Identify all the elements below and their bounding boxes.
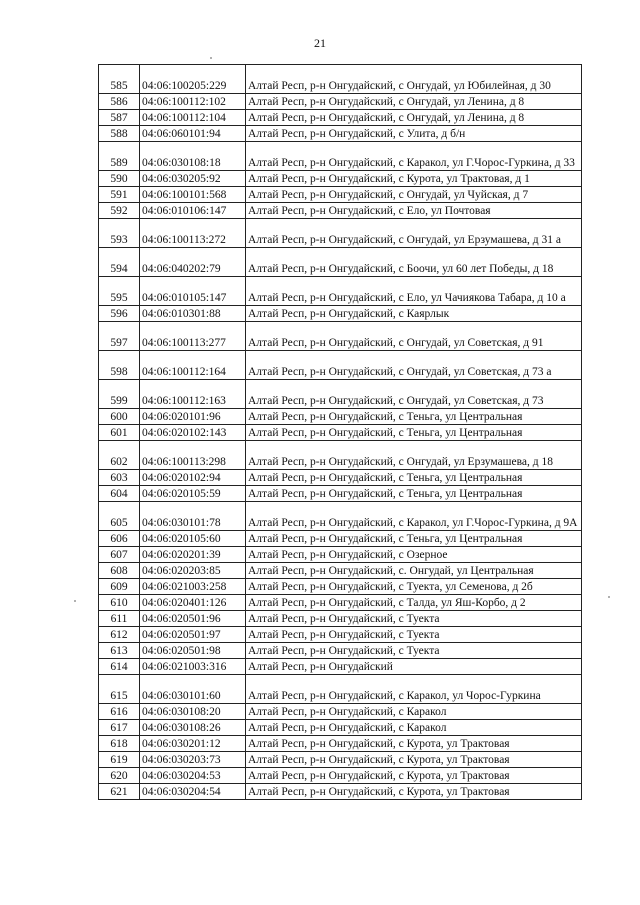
row-number: 588	[99, 126, 140, 142]
address: Алтай Респ, р-н Онгудайский, с Онгудай, ул Советская, д 73 а	[246, 351, 582, 380]
table-row	[99, 470, 582, 486]
row-number: 616	[99, 704, 140, 720]
table-row	[99, 675, 582, 704]
address: Алтай Респ, р-н Онгудайский, с Онгудай, ул Чуйская, д 7	[246, 187, 582, 203]
row-number: 587	[99, 110, 140, 126]
cadastral-number: 04:06:010106:147	[140, 203, 246, 219]
address: Алтай Респ, р-н Онгудайский, с Теньга, ул Центральная	[246, 425, 582, 441]
row-number: 599	[99, 380, 140, 409]
row-number: 604	[99, 486, 140, 502]
cadastral-table	[98, 64, 582, 800]
table-row	[99, 784, 582, 800]
cadastral-number: 04:06:100113:272	[140, 219, 246, 248]
table-row	[99, 643, 582, 659]
table-row	[99, 659, 582, 675]
cadastral-number: 04:06:100113:277	[140, 322, 246, 351]
address: Алтай Респ, р-н Онгудайский, с Теньга, ул Центральная	[246, 486, 582, 502]
table-row	[99, 611, 582, 627]
cadastral-number: 04:06:010301:88	[140, 306, 246, 322]
table-row	[99, 203, 582, 219]
row-number: 605	[99, 502, 140, 531]
address: Алтай Респ, р-н Онгудайский, с Курота, ул Трактовая	[246, 752, 582, 768]
table-row	[99, 563, 582, 579]
cadastral-number: 04:06:020105:59	[140, 486, 246, 502]
address: Алтай Респ, р-н Онгудайский, с Онгудай, ул Советская, д 91	[246, 322, 582, 351]
row-number: 617	[99, 720, 140, 736]
address: Алтай Респ, р-н Онгудайский, с Ело, ул Чачиякова Табара, д 10 а	[246, 277, 582, 306]
address: Алтай Респ, р-н Онгудайский	[246, 659, 582, 675]
row-number: 601	[99, 425, 140, 441]
row-number: 612	[99, 627, 140, 643]
table-row	[99, 704, 582, 720]
row-number: 594	[99, 248, 140, 277]
address: Алтай Респ, р-н Онгудайский, с Каярлык	[246, 306, 582, 322]
table-row	[99, 720, 582, 736]
cadastral-number: 04:06:021003:258	[140, 579, 246, 595]
cadastral-number: 04:06:020102:143	[140, 425, 246, 441]
row-number: 603	[99, 470, 140, 486]
table-row	[99, 380, 582, 409]
cadastral-number: 04:06:100112:102	[140, 94, 246, 110]
address: Алтай Респ, р-н Онгудайский, с Курота, ул Трактовая, д 1	[246, 171, 582, 187]
table-row	[99, 441, 582, 470]
cadastral-number: 04:06:030203:73	[140, 752, 246, 768]
row-number: 608	[99, 563, 140, 579]
table-row	[99, 110, 582, 126]
row-number: 598	[99, 351, 140, 380]
row-number: 618	[99, 736, 140, 752]
cadastral-number: 04:06:010105:147	[140, 277, 246, 306]
row-number: 589	[99, 142, 140, 171]
cadastral-number: 04:06:100112:104	[140, 110, 246, 126]
address: Алтай Респ, р-н Онгудайский, с Боочи, ул 60 лет Победы, д 18	[246, 248, 582, 277]
table-row	[99, 248, 582, 277]
cadastral-number: 04:06:020501:97	[140, 627, 246, 643]
cadastral-number: 04:06:020102:94	[140, 470, 246, 486]
table-row	[99, 736, 582, 752]
table-row	[99, 409, 582, 425]
address: Алтай Респ, р-н Онгудайский, с Талда, ул Яш-Корбо, д 2	[246, 595, 582, 611]
address: Алтай Респ, р-н Онгудайский, с Каракол, ул Чорос-Гуркина	[246, 675, 582, 704]
table-row	[99, 486, 582, 502]
address: Алтай Респ, р-н Онгудайский, с Курота, ул Трактовая	[246, 784, 582, 800]
table-row	[99, 531, 582, 547]
address: Алтай Респ, р-н Онгудайский, с Каракол	[246, 720, 582, 736]
cadastral-number: 04:06:030101:78	[140, 502, 246, 531]
address: Алтай Респ, р-н Онгудайский, с Каракол, ул Г.Чорос-Гуркина, д 33	[246, 142, 582, 171]
row-number: 607	[99, 547, 140, 563]
cadastral-number: 04:06:100112:164	[140, 351, 246, 380]
table-row	[99, 579, 582, 595]
row-number: 610	[99, 595, 140, 611]
row-number: 606	[99, 531, 140, 547]
address: Алтай Респ, р-н Онгудайский, с Озерное	[246, 547, 582, 563]
cadastral-number: 04:06:030204:54	[140, 784, 246, 800]
address: Алтай Респ, р-н Онгудайский, с Онгудай, ул Ленина, д 8	[246, 94, 582, 110]
table-row	[99, 142, 582, 171]
table-row	[99, 502, 582, 531]
cadastral-number: 04:06:100113:298	[140, 441, 246, 470]
address: Алтай Респ, р-н Онгудайский, с Онгудай, ул Ленина, д 8	[246, 110, 582, 126]
table-row	[99, 752, 582, 768]
scan-speck	[608, 596, 610, 598]
row-number: 613	[99, 643, 140, 659]
row-number: 595	[99, 277, 140, 306]
row-number: 621	[99, 784, 140, 800]
row-number: 611	[99, 611, 140, 627]
table-row	[99, 187, 582, 203]
row-number: 619	[99, 752, 140, 768]
table-row	[99, 768, 582, 784]
cadastral-number: 04:06:030108:26	[140, 720, 246, 736]
address: Алтай Респ, р-н Онгудайский, с Теньга, ул Центральная	[246, 531, 582, 547]
cadastral-number: 04:06:020203:85	[140, 563, 246, 579]
cadastral-number: 04:06:030108:18	[140, 142, 246, 171]
cadastral-number: 04:06:030204:53	[140, 768, 246, 784]
cadastral-number: 04:06:020401:126	[140, 595, 246, 611]
table-row	[99, 126, 582, 142]
scan-speck	[74, 600, 76, 602]
address: Алтай Респ, р-н Онгудайский, с Теньга, ул Центральная	[246, 470, 582, 486]
page-number: 21	[314, 36, 326, 50]
address: Алтай Респ, р-н Онгудайский, с Теньга, ул Центральная	[246, 409, 582, 425]
row-number: 585	[99, 65, 140, 94]
table-row	[99, 94, 582, 110]
address: Алтай Респ, р-н Онгудайский, с Туекта	[246, 643, 582, 659]
address: Алтай Респ, р-н Онгудайский, с Каракол, ул Г.Чорос-Гуркина, д 9А	[246, 502, 582, 531]
cadastral-number: 04:06:030205:92	[140, 171, 246, 187]
scan-speck	[210, 57, 212, 59]
row-number: 615	[99, 675, 140, 704]
cadastral-number: 04:06:100101:568	[140, 187, 246, 203]
address: Алтай Респ, р-н Онгудайский, с. Онгудай, ул Центральная	[246, 563, 582, 579]
table-row	[99, 65, 582, 94]
address: Алтай Респ, р-н Онгудайский, с Туекта	[246, 611, 582, 627]
table-row	[99, 425, 582, 441]
table-row	[99, 595, 582, 611]
table-row	[99, 171, 582, 187]
row-number: 591	[99, 187, 140, 203]
cadastral-number: 04:06:100112:163	[140, 380, 246, 409]
cadastral-number: 04:06:030201:12	[140, 736, 246, 752]
address: Алтай Респ, р-н Онгудайский, с Туекта, ул Семенова, д 2б	[246, 579, 582, 595]
table-row	[99, 277, 582, 306]
row-number: 600	[99, 409, 140, 425]
table-row	[99, 627, 582, 643]
table-row	[99, 351, 582, 380]
cadastral-number: 04:06:020501:98	[140, 643, 246, 659]
address: Алтай Респ, р-н Онгудайский, с Улита, д б/н	[246, 126, 582, 142]
address: Алтай Респ, р-н Онгудайский, с Онгудай, ул Ерзумашева, д 31 а	[246, 219, 582, 248]
cadastral-number: 04:06:030101:60	[140, 675, 246, 704]
address: Алтай Респ, р-н Онгудайский, с Онгудай, ул Ерзумашева, д 18	[246, 441, 582, 470]
cadastral-number: 04:06:060101:94	[140, 126, 246, 142]
address: Алтай Респ, р-н Онгудайский, с Курота, ул Трактовая	[246, 736, 582, 752]
address: Алтай Респ, р-н Онгудайский, с Курота, ул Трактовая	[246, 768, 582, 784]
row-number: 592	[99, 203, 140, 219]
table-row	[99, 547, 582, 563]
cadastral-number: 04:06:100205:229	[140, 65, 246, 94]
row-number: 620	[99, 768, 140, 784]
table-row	[99, 219, 582, 248]
cadastral-number: 04:06:030108:20	[140, 704, 246, 720]
row-number: 609	[99, 579, 140, 595]
row-number: 614	[99, 659, 140, 675]
address: Алтай Респ, р-н Онгудайский, с Ело, ул Почтовая	[246, 203, 582, 219]
address: Алтай Респ, р-н Онгудайский, с Каракол	[246, 704, 582, 720]
cadastral-number: 04:06:040202:79	[140, 248, 246, 277]
cadastral-number: 04:06:020101:96	[140, 409, 246, 425]
row-number: 590	[99, 171, 140, 187]
row-number: 586	[99, 94, 140, 110]
cadastral-number: 04:06:021003:316	[140, 659, 246, 675]
row-number: 602	[99, 441, 140, 470]
address: Алтай Респ, р-н Онгудайский, с Онгудай, ул Советская, д 73	[246, 380, 582, 409]
cadastral-number: 04:06:020105:60	[140, 531, 246, 547]
address: Алтай Респ, р-н Онгудайский, с Туекта	[246, 627, 582, 643]
address: Алтай Респ, р-н Онгудайский, с Онгудай, ул Юбилейная, д 30	[246, 65, 582, 94]
table-row	[99, 322, 582, 351]
row-number: 597	[99, 322, 140, 351]
cadastral-number: 04:06:020501:96	[140, 611, 246, 627]
cadastral-number: 04:06:020201:39	[140, 547, 246, 563]
row-number: 596	[99, 306, 140, 322]
table-row	[99, 306, 582, 322]
row-number: 593	[99, 219, 140, 248]
